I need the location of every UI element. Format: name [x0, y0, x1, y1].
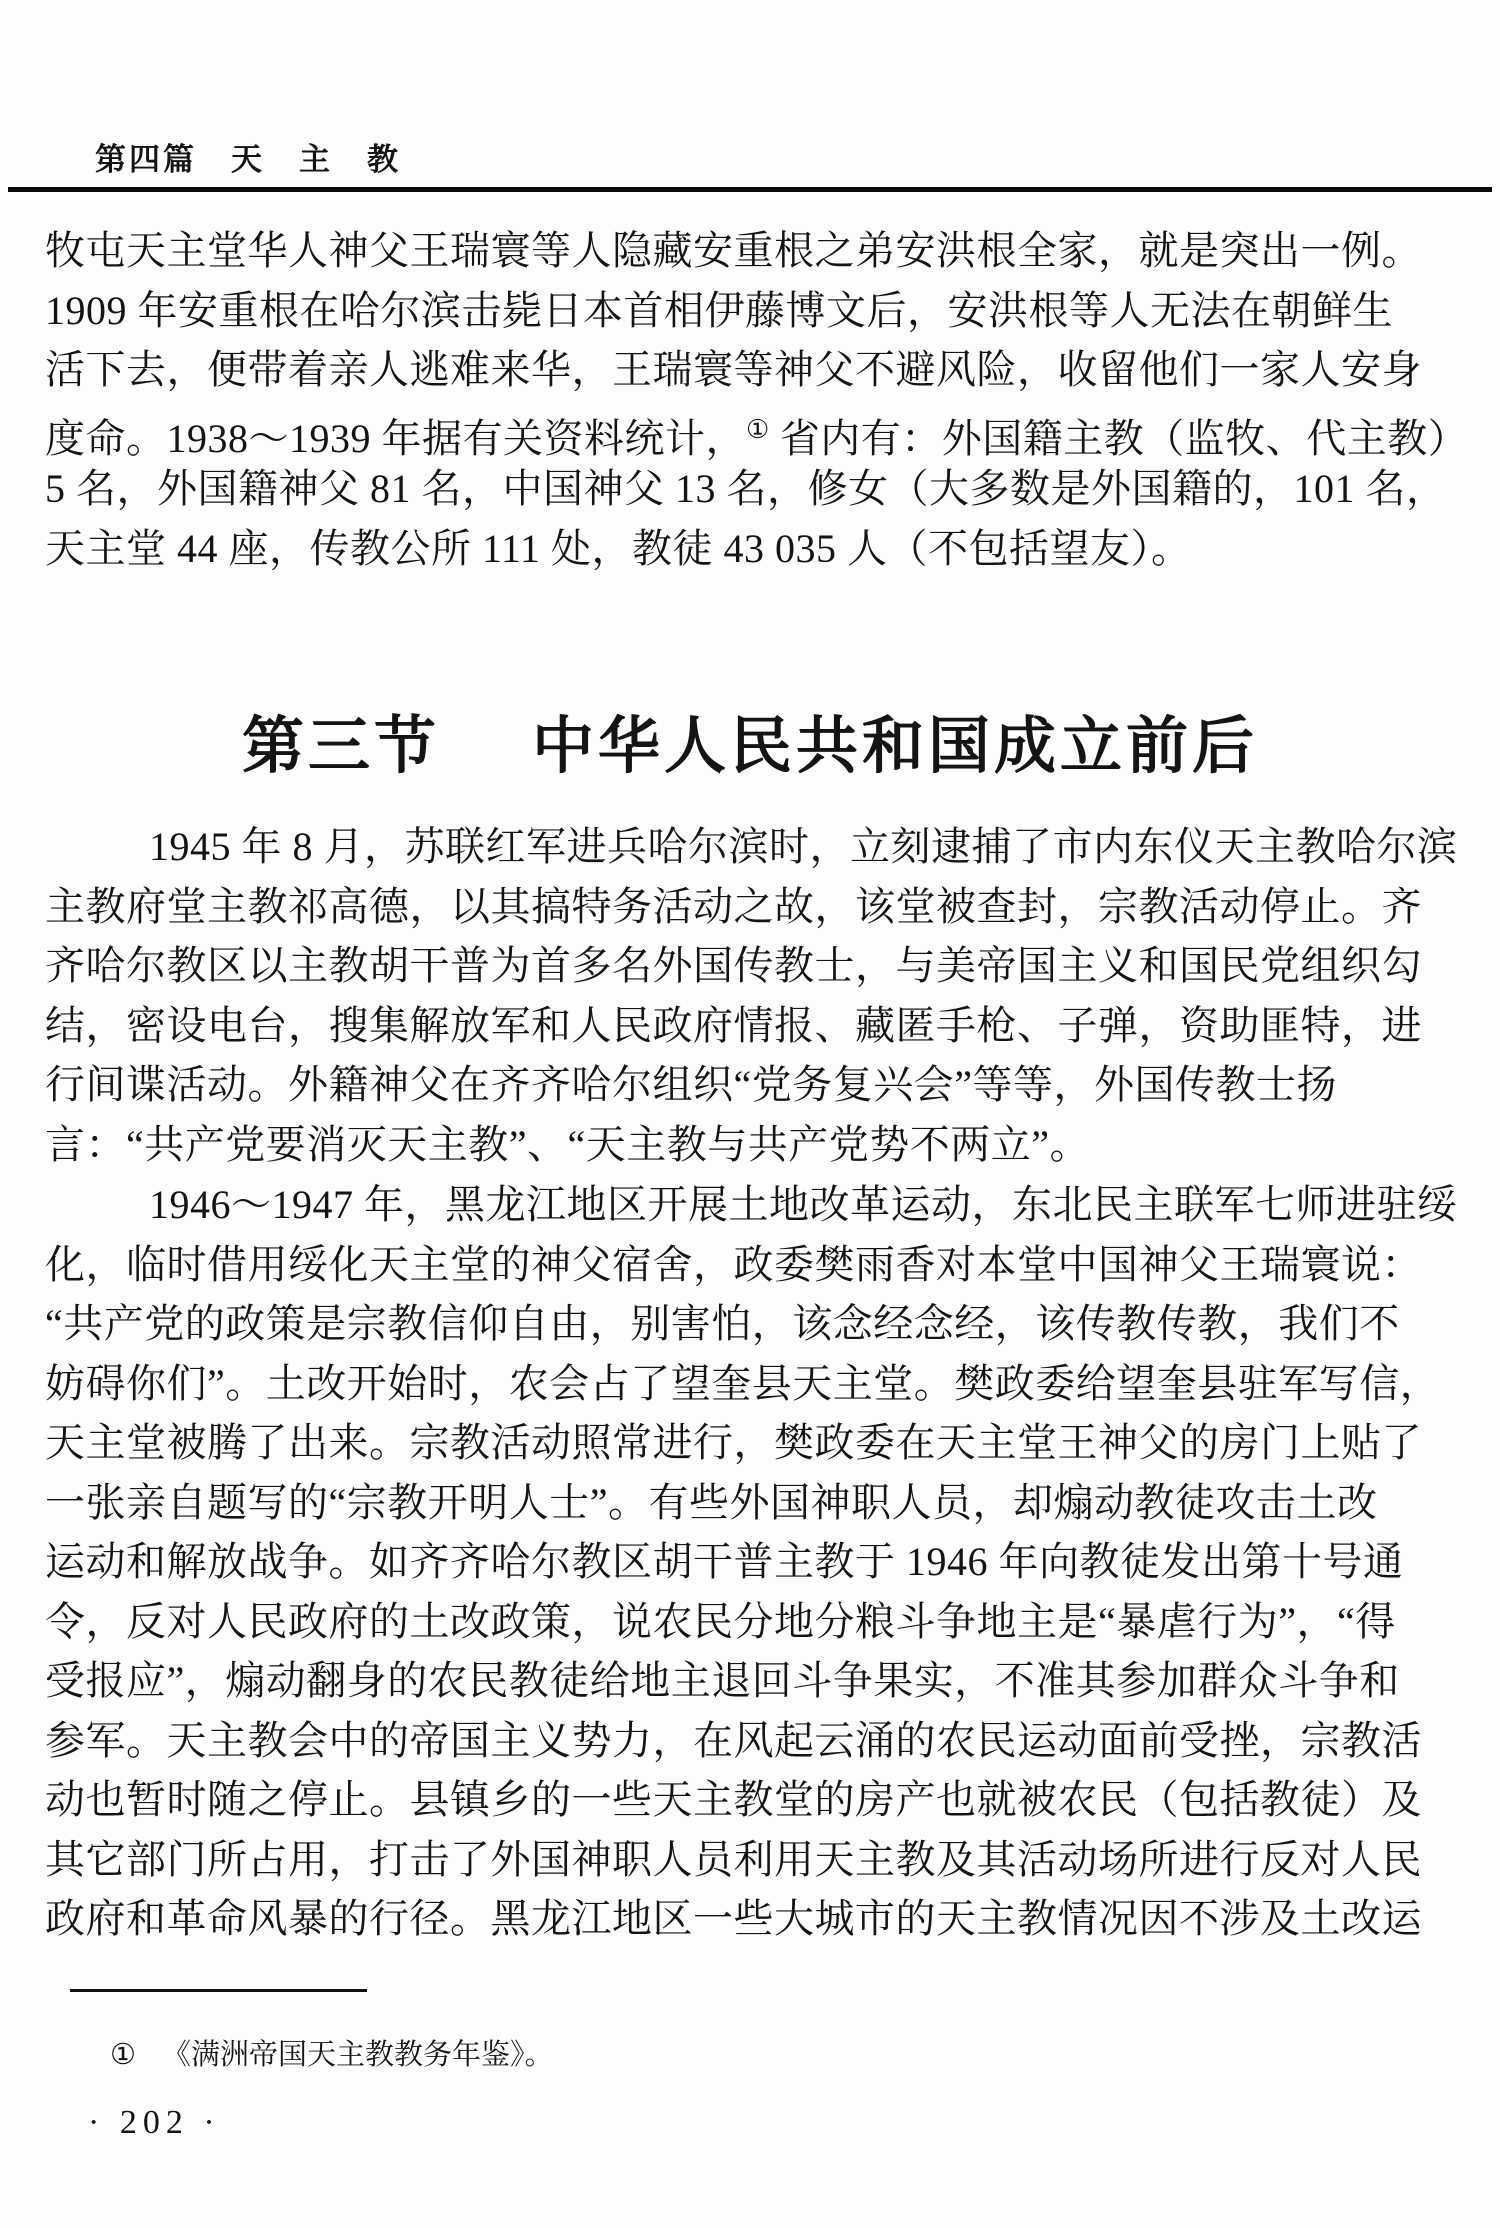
text-line: 天主堂被腾了出来。宗教活动照常进行，樊政委在天主堂王神父的房门上贴了: [45, 1420, 1422, 1465]
text-line: 言：“共产党要消灭天主教”、“天主教与共产党势不两立”。: [45, 1121, 1091, 1167]
text-line: 天主堂 44 座，传教公所 111 处，教徒 43 035 人（不包括望友）。: [45, 525, 1192, 571]
text-line: 5 名，外国籍神父 81 名，中国神父 13 名，修女（大多数是外国籍的，101 名，: [45, 466, 1447, 511]
text-line: 化，临时借用绥化天主堂的神父宿舍，政委樊雨香对本堂中国神父王瑞寰说：: [45, 1241, 1422, 1287]
text-line: 妨碍你们”。土改开始时，农会占了望奎县天主堂。樊政委给望奎县驻军写信，: [45, 1360, 1441, 1406]
footnote-separator-rule: [70, 1989, 367, 1992]
text-line: 主教府堂主教祁高德，以其搞特务活动之故，该堂被查封，宗教活动停止。齐: [45, 883, 1422, 929]
text-segment: 省内有：外国籍主教（监牧、代主教）: [779, 415, 1469, 461]
text-line-with-footnote-ref: [45, 400, 1469, 460]
footnote-marker: ①: [110, 2039, 136, 2071]
text-line: 政府和革命风暴的行径。黑龙江地区一些大城市的天主教情况因不涉及土改运: [45, 1896, 1422, 1941]
section-title: 中华人民共和国成立前后: [532, 713, 1259, 781]
running-header-title: 第四篇 天 主 教: [95, 142, 401, 177]
footnote-text: 《满洲帝国天主教教务年鉴》。: [162, 2039, 554, 2071]
running-header: [95, 134, 401, 179]
paragraph-1: [45, 221, 1469, 578]
text-line: 1945 年 8 月，苏联红军进兵哈尔滨时，立刻逮捕了市内东仪天主教哈尔滨: [149, 824, 1458, 869]
text-line: 齐哈尔教区以主教胡干普为首多名外国传教士，与美帝国主义和国民党组织勾: [45, 943, 1422, 988]
text-line: 运动和解放战争。如齐齐哈尔教区胡干普主教于 1946 年向教徒发出第十号通: [45, 1539, 1404, 1584]
text-line: 行间谍活动。外籍神父在齐齐哈尔组织“党务复兴会”等等，外国传教士扬: [45, 1062, 1338, 1107]
text-line: 动也暂时随之停止。县镇乡的一些天主教堂的房产也就被农民（包括教徒）及: [45, 1777, 1422, 1822]
section-number: 第三节: [241, 713, 440, 781]
text-line: 受报应”，煽动翻身的农民教徒给地主退回斗争果实，不准其参加群众斗争和: [45, 1658, 1400, 1703]
text-line: 牧屯天主堂华人神父王瑞寰等人隐藏安重根之弟安洪根全家，就是突出一例。: [45, 228, 1422, 273]
footnote: [110, 2032, 554, 2073]
text-line: 一张亲自题写的“宗教开明人士”。有些外国神职人员，却煽动教徒攻击土改: [45, 1479, 1378, 1525]
paragraph-2: [45, 817, 1469, 1174]
text-line: 活下去，便带着亲人逃难来华，王瑞寰等神父不避风险，收留他们一家人安身: [45, 347, 1422, 392]
text-line: 1909 年安重根在哈尔滨击毙日本首相伊藤博文后，安洪根等人无法在朝鲜生: [45, 287, 1393, 333]
text-line: 其它部门所占用，打击了外国神职人员利用天主教及其活动场所进行反对人民: [45, 1836, 1422, 1882]
footnote-reference-mark: ①: [746, 414, 770, 444]
text-segment: 度命。1938～1939 年据有关资料统计，: [45, 415, 746, 461]
text-line: 令，反对人民政府的土改政策，说农民分地分粮斗争地主是“暴虐行为”，“得: [45, 1598, 1396, 1644]
text-line: 参军。天主教会中的帝国主义势力，在风起云涌的农民运动面前受挫，宗教活: [45, 1717, 1422, 1763]
header-rule: [8, 187, 1492, 192]
paragraph-3: [45, 1175, 1469, 1949]
page-number: · 202 ·: [88, 2104, 221, 2141]
section-heading: [0, 696, 1500, 785]
text-line: “共产党的政策是宗教信仰自由，别害怕，该念经念经，该传教传教，我们不: [45, 1301, 1400, 1346]
text-line: 1946～1947 年，黑龙江地区开展土地改革运动，东北民主联军七师进驻绥: [149, 1182, 1458, 1227]
text-line: 结，密设电台，搜集解放军和人民政府情报、藏匿手枪、子弹，资助匪特，进: [45, 1002, 1422, 1048]
